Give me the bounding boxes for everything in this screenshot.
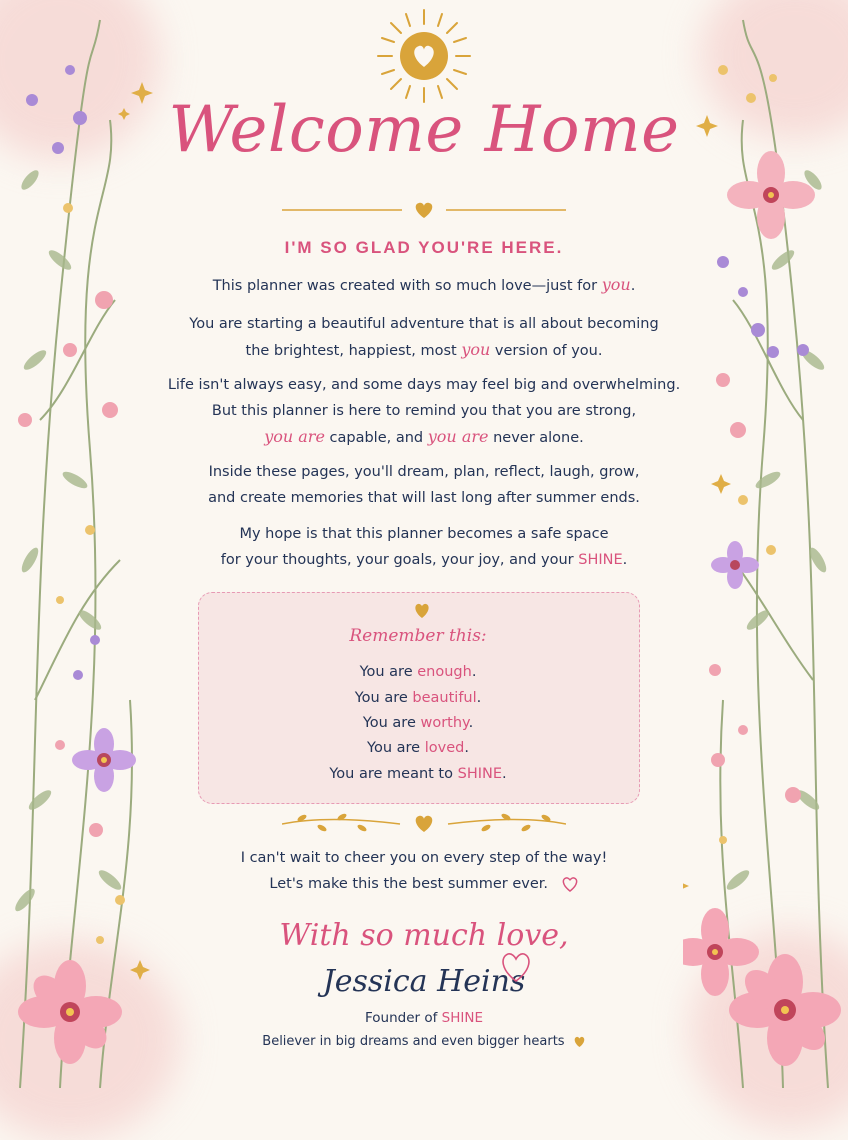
sun-heart-icon xyxy=(374,6,474,106)
paragraph-hope: My hope is that this planner becomes a safe space for your thoughts, your goals, your joy, and your SHINE. xyxy=(220,526,628,568)
paragraph-strength: Life isn't always easy, and some days may feel big and overwhelming. But this planner is here to remind you that you are strong, you are capable, and you are never alone. xyxy=(167,377,681,446)
affirmation-line: You are meant to SHINE. xyxy=(329,766,507,782)
right-floral-border xyxy=(683,0,848,1088)
closing-line-1: I can't wait to cheer you on every step of the way! xyxy=(240,850,608,866)
heart-icon xyxy=(416,203,433,218)
tagline: Believer in big dreams and even bigger hearts xyxy=(150,1034,698,1049)
subheading: I'M SO GLAD YOU'RE HERE. xyxy=(284,238,564,257)
affirmation-line: You are beautiful. xyxy=(354,690,482,706)
signature: Jessica Heins xyxy=(322,964,526,999)
founder-line: Founder of SHINE xyxy=(364,1010,484,1026)
affirmation-line: You are loved. xyxy=(367,740,469,756)
affirmation-line: You are worthy. xyxy=(362,715,474,731)
heart-icon xyxy=(573,1036,586,1048)
page-title: Welcome Home xyxy=(168,93,680,167)
affirmation-line: You are enough. xyxy=(359,664,477,680)
heart-icon xyxy=(416,816,433,832)
paragraph-intro: This planner was created with so much love—just for you. xyxy=(212,275,636,294)
paragraph-adventure: You are starting a beautiful adventure that is all about becoming the brightest, happiest, most you version of you. xyxy=(189,316,659,359)
left-floral-border xyxy=(0,0,165,1088)
outline-heart-icon xyxy=(498,950,534,984)
closing-line-2: Let's make this the best summer ever. xyxy=(150,876,698,892)
remember-title: Remember this: xyxy=(349,626,487,646)
vine-divider xyxy=(282,810,566,838)
title-divider xyxy=(282,200,566,220)
paragraph-inside: Inside these pages, you'll dream, plan, reflect, laugh, grow, and create memories that will last long after summer ends. xyxy=(208,464,640,506)
heart-icon xyxy=(413,603,431,619)
sign-off: With so much love, xyxy=(279,918,569,953)
outline-heart-icon xyxy=(561,877,579,892)
